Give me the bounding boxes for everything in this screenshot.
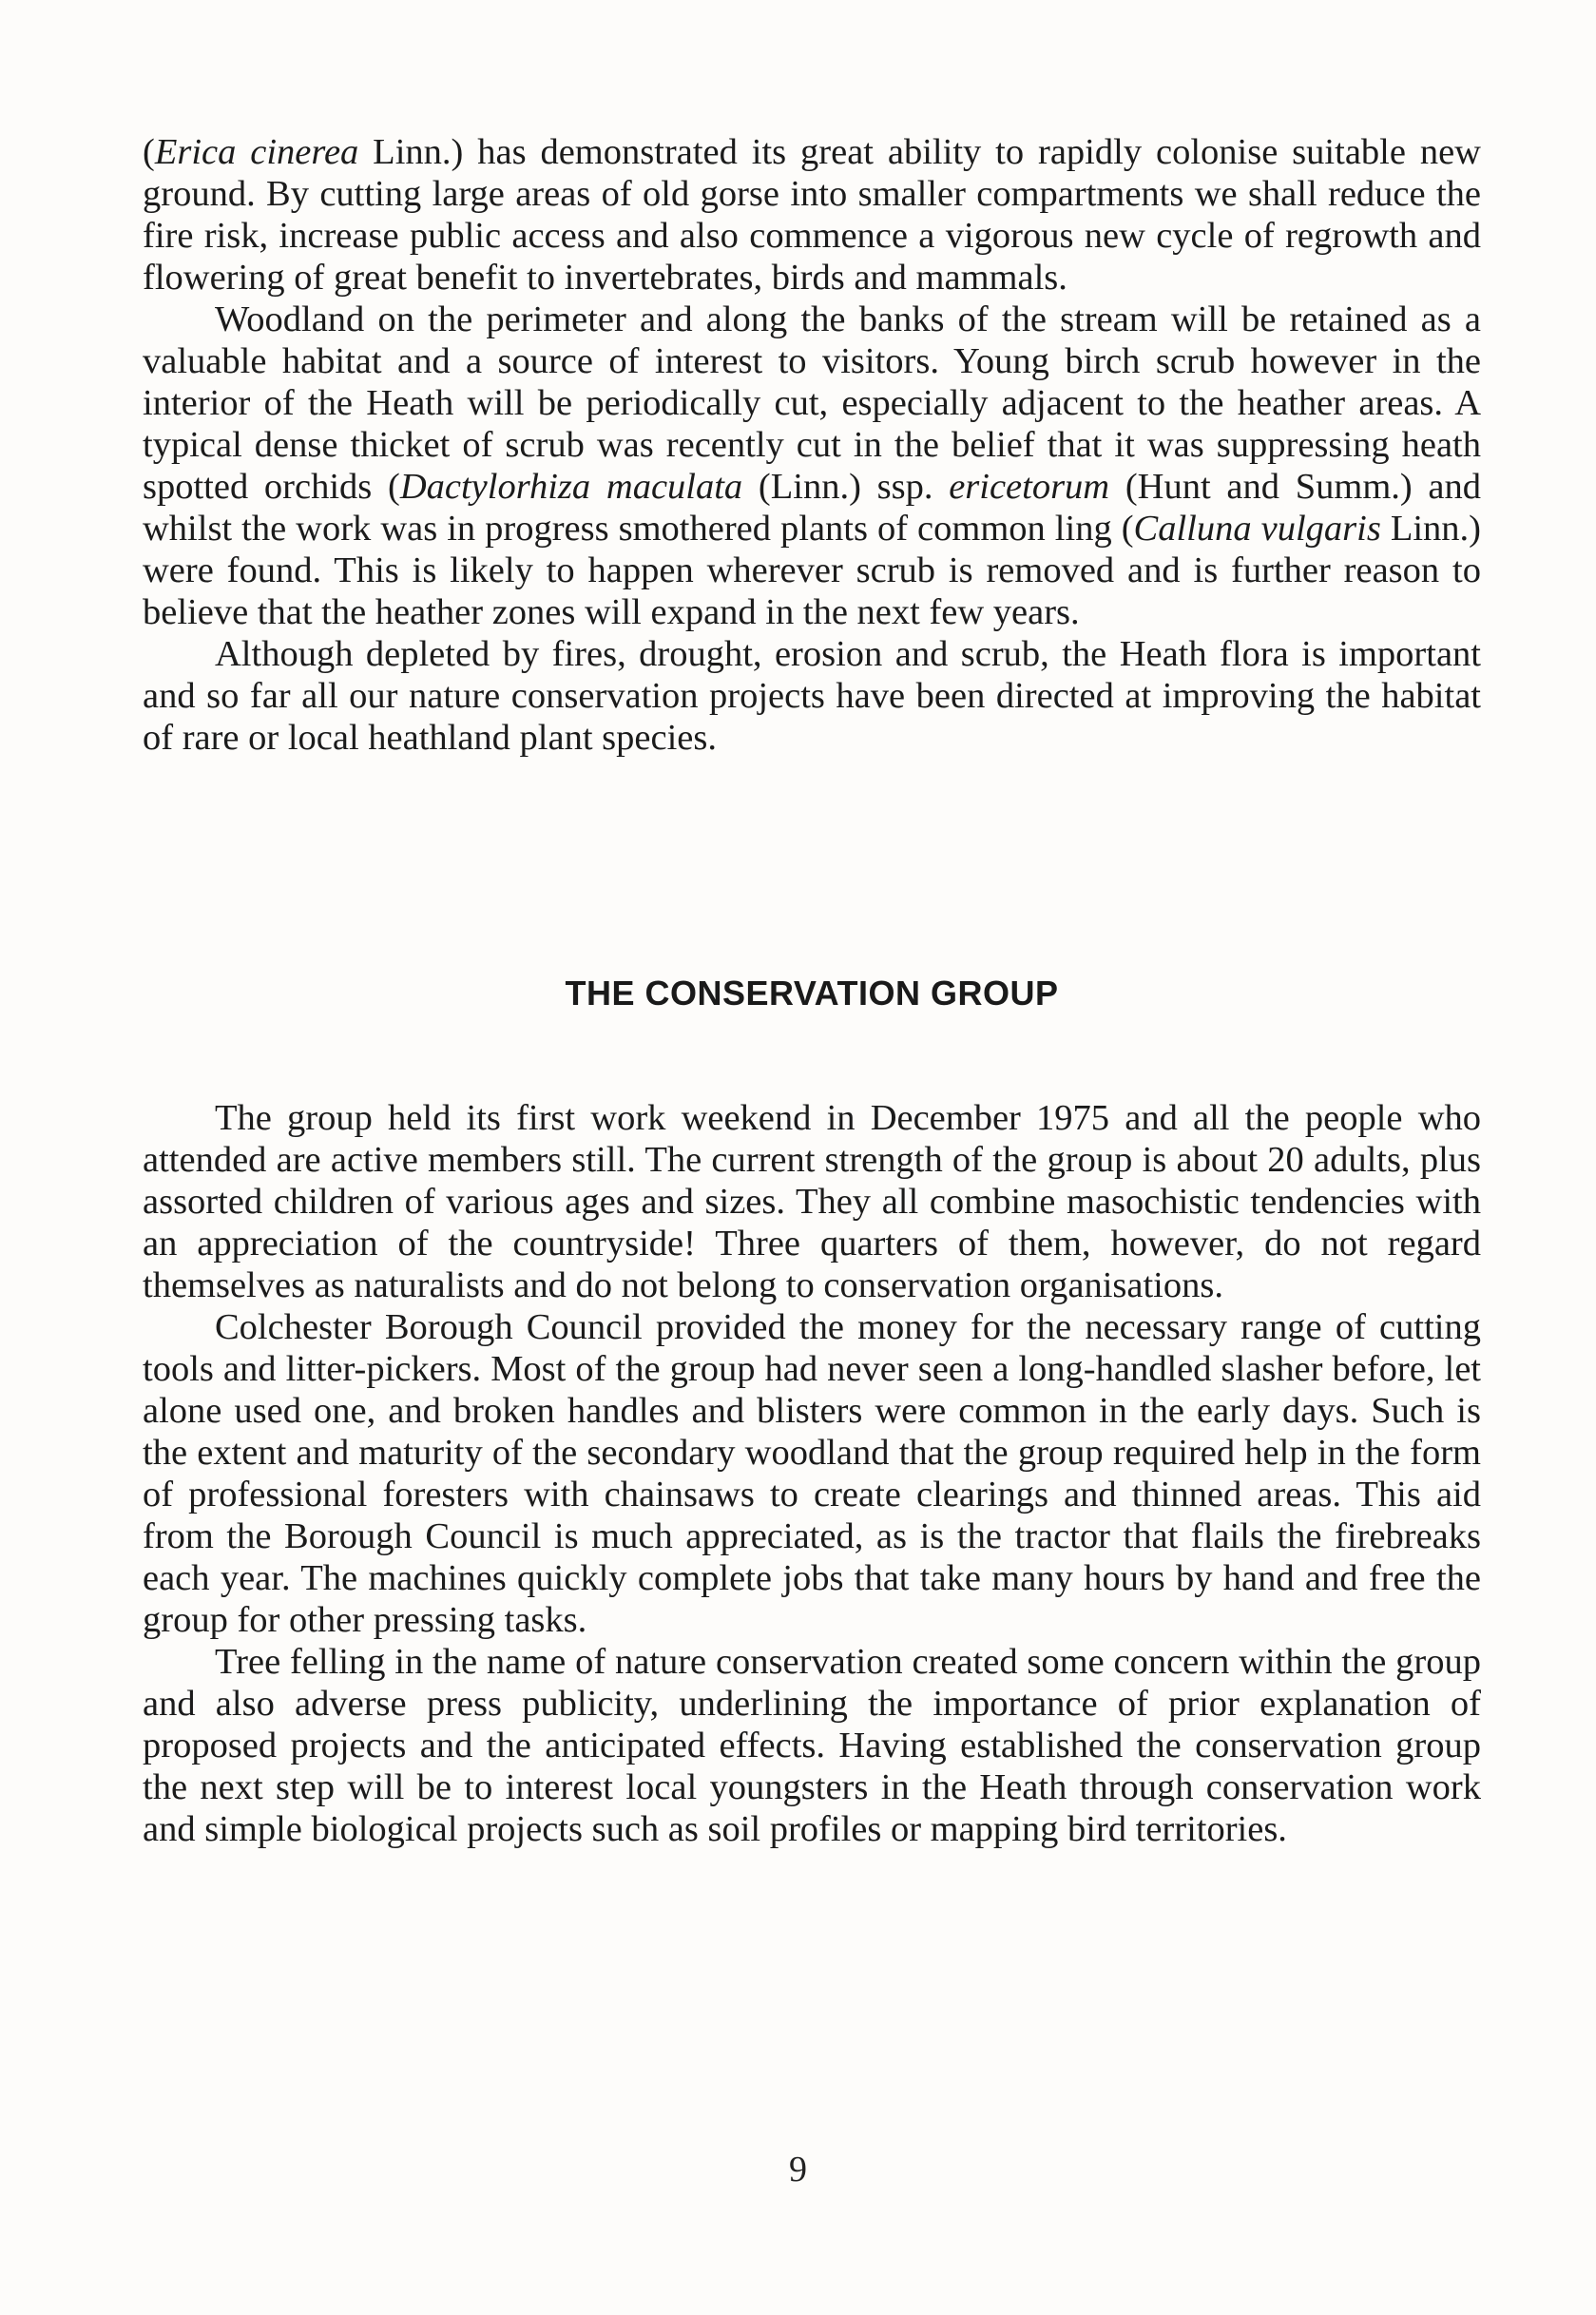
- italic-term: ericetorum: [949, 467, 1110, 507]
- heading-wrap: [143, 974, 1481, 1013]
- text-run: Tree felling in the name of nature conservation created some concern within the group and also adverse press publicity, underlining the importance of prior explanation of proposed projects and the anticipated effects. Having established the conservation group the next step will be to interest local youngsters in the Heath through conservation work and simple biological projects such as soil profiles or mapping bird territories.: [143, 1642, 1481, 1849]
- italic-term: Dactylorhiza maculata: [399, 467, 743, 507]
- paragraph: [143, 1097, 1481, 1306]
- page-number: 9: [789, 2150, 807, 2190]
- paragraph: [143, 131, 1481, 299]
- paragraph: [143, 1306, 1481, 1641]
- paragraph: [143, 633, 1481, 759]
- text-run: Linn.) has demonstrated its great ability to rapidly colonise suitable new ground. By cutting large areas of old gorse into smaller compartments we shall reduce the fire risk, increase public access and also commence a vigorous new cycle of regrowth and flowering of great benefit to invertebrates, birds and mammals.: [143, 132, 1481, 298]
- text-run: Although depleted by fires, drought, erosion and scrub, the Heath flora is important and so far all our nature conservation projects have been directed at improving the habitat of rare or local heathland plant species.: [143, 634, 1481, 758]
- section-conservation-group: [143, 1097, 1481, 1850]
- text-run: (Hunt and Summ.) and whilst the work was in progress smothered plants of common ling (: [143, 467, 1482, 549]
- text-run: The group held its first work weekend in December 1975 and all the people who attended are active members still. The current strength of the group is about 20 adults, plus assorted children of various ages and sizes. They all combine masochistic tendencies with an appreciation of the countryside! Three quarters of them, however, do not regard themselves as naturalists and do not belong to conservation organisations.: [143, 1098, 1481, 1305]
- text-run: (: [143, 132, 155, 172]
- paragraph: [143, 1641, 1481, 1850]
- text-run: (Linn.) ssp.: [742, 467, 950, 507]
- page-body: [143, 131, 1481, 1850]
- paragraph: [143, 299, 1481, 633]
- text-run: Woodland on the perimeter and along the banks of the stream will be retained as a valuable habitat and a source of interest to visitors. Young birch scrub however in the interior of the Heath will be periodically cut, especially adjacent to the heather areas. A typical dense thicket of scrub was recently cut in the belief that it was suppressing heath spotted orchids (: [143, 299, 1481, 507]
- text-run: Colchester Borough Council provided the money for the necessary range of cutting tools and litter-pickers. Most of the group had never seen a long-handled slasher before, let alone used one, and broken handles and blisters were common in the early days. Such is the extent and maturity of the secondary woodland that the group required help in the form of professional foresters with chainsaws to create clearings and thinned areas. This aid from the Borough Council is much appreciated, as is the tractor that flails the firebreaks each year. The machines quickly complete jobs that take many hours by hand and free the group for other pressing tasks.: [143, 1307, 1481, 1640]
- italic-term: Erica cinerea: [154, 132, 359, 172]
- section-heathland-text: [143, 131, 1481, 759]
- text-run: Linn.) were found. This is likely to happen wherever scrub is removed and is further reason to believe that the heather zones will expand in the next few years.: [143, 509, 1481, 632]
- italic-term: Calluna vulgaris: [1133, 509, 1381, 549]
- section-heading: THE CONSERVATION GROUP: [565, 974, 1059, 1013]
